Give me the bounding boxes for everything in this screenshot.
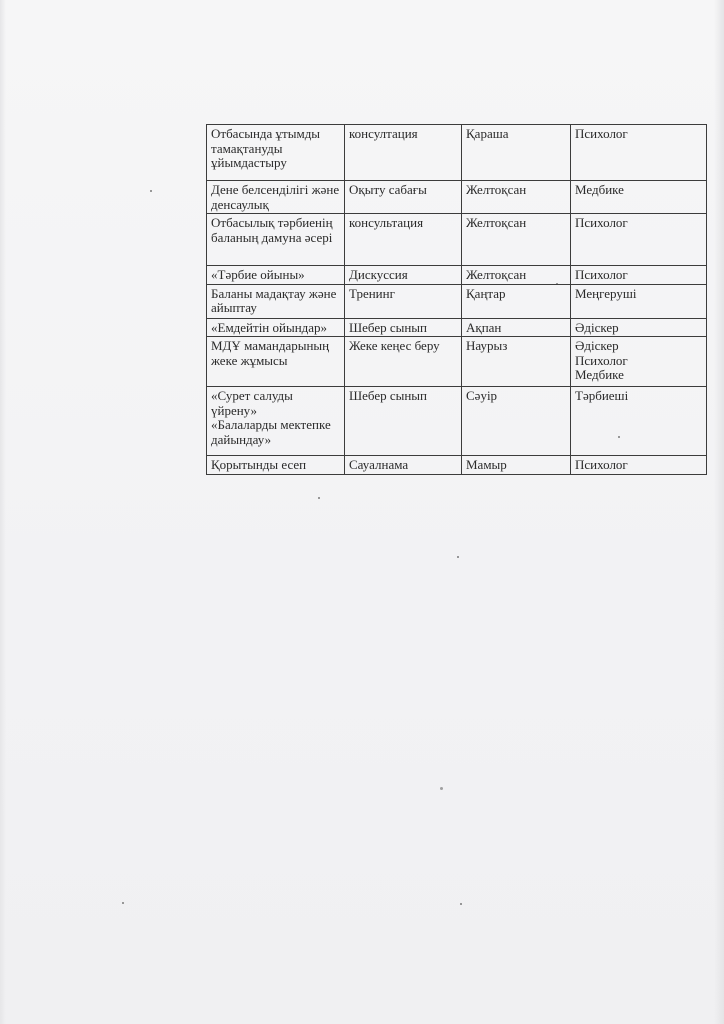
month-cell: Мамыр (462, 456, 571, 475)
table-row (207, 318, 707, 337)
responsible-cell: Психолог (571, 125, 707, 181)
activity-cell: Дене белсенділігі және денсаулық (207, 181, 345, 214)
table-row (207, 456, 707, 475)
responsible-cell: Тәрбиеші (571, 387, 707, 456)
page-edge-left (0, 0, 6, 1024)
activity-cell: МДҰ мамандарының жеке жұмысы (207, 337, 345, 387)
activity-cell: Қорытынды есеп (207, 456, 345, 475)
table-row (207, 181, 707, 214)
scan-speck (556, 283, 558, 284)
table-row (207, 337, 707, 387)
form-cell: консультация (345, 214, 462, 266)
form-cell: консултация (345, 125, 462, 181)
responsible-cell: Меңгеруші (571, 284, 707, 318)
table-row (207, 387, 707, 456)
scan-speck (460, 903, 462, 905)
activity-cell: Отбасында ұтымды тамақтануды ұйымдастыру (207, 125, 345, 181)
activity-cell: Баланы мадақтау және айыптау (207, 284, 345, 318)
form-cell: Дискуссия (345, 266, 462, 285)
form-cell: Жеке кеңес беру (345, 337, 462, 387)
scan-speck (618, 436, 620, 438)
responsible-cell: Психолог (571, 456, 707, 475)
table-row (207, 284, 707, 318)
table-row (207, 214, 707, 266)
responsible-cell: Әдіскер Психолог Медбике (571, 337, 707, 387)
responsible-cell: Психолог (571, 214, 707, 266)
responsible-cell: Психолог (571, 266, 707, 285)
scan-speck (440, 787, 443, 790)
month-cell: Желтоқсан (462, 214, 571, 266)
scan-speck (150, 190, 152, 192)
activity-cell: «Сурет салуды үйрену» «Балаларды мектепке дайындау» (207, 387, 345, 456)
month-cell: Желтоқсан (462, 266, 571, 285)
responsible-cell: Әдіскер (571, 318, 707, 337)
table-row (207, 266, 707, 285)
month-cell: Желтоқсан (462, 181, 571, 214)
form-cell: Тренинг (345, 284, 462, 318)
month-cell: Қараша (462, 125, 571, 181)
scan-speck (318, 497, 320, 499)
month-cell: Наурыз (462, 337, 571, 387)
month-cell: Ақпан (462, 318, 571, 337)
form-cell: Оқыту сабағы (345, 181, 462, 214)
activity-cell: «Емдейтін ойындар» (207, 318, 345, 337)
page-edge-right (714, 0, 724, 1024)
scan-speck (122, 902, 124, 904)
form-cell: Шебер сынып (345, 387, 462, 456)
month-cell: Қаңтар (462, 284, 571, 318)
responsible-cell: Медбике (571, 181, 707, 214)
activity-plan-table (206, 124, 707, 475)
form-cell: Сауалнама (345, 456, 462, 475)
month-cell: Сәуір (462, 387, 571, 456)
activity-cell: «Тәрбие ойыны» (207, 266, 345, 285)
form-cell: Шебер сынып (345, 318, 462, 337)
activity-cell: Отбасылық тәрбиенің баланың дамуна әсері (207, 214, 345, 266)
table-row (207, 125, 707, 181)
scan-speck (457, 556, 459, 558)
